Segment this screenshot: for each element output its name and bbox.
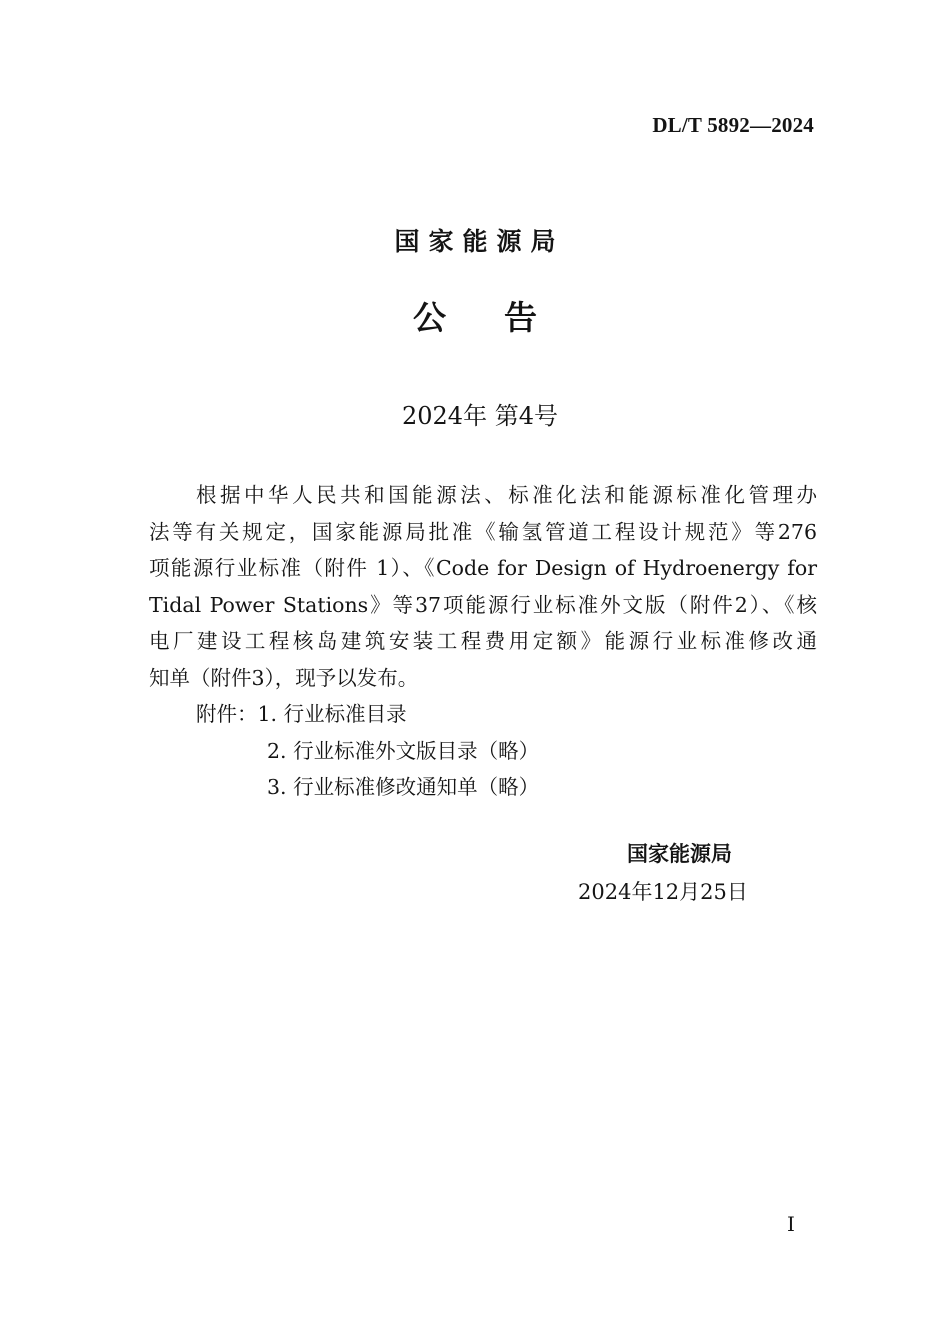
body-line: Tidal Power Stations》等37项能源行业标准外文版（附件2）、《核 bbox=[149, 592, 817, 617]
attachment-item: 2. 行业标准外文版目录（略） bbox=[267, 738, 540, 763]
body-line: 电厂建设工程核岛建筑安装工程费用定额》能源行业标准修改通 bbox=[149, 629, 817, 653]
page-number: I bbox=[787, 1212, 795, 1236]
signature-date: 2024年12月25日 bbox=[578, 880, 748, 904]
notice-number: 2024年 第4号 bbox=[402, 402, 558, 430]
attachment-list-head bbox=[149, 696, 817, 733]
signature-org: 国家能源局 bbox=[627, 842, 732, 866]
issuer-title: 国家能源局 bbox=[394, 227, 565, 256]
body-line: 法等有关规定，国家能源局批准《输氢管道工程设计规范》等276 bbox=[149, 519, 817, 544]
attachment-item: 3. 行业标准修改通知单（略） bbox=[267, 775, 540, 799]
body-line: 根据中华人民共和国能源法、标准化法和能源标准化管理办 bbox=[196, 483, 817, 507]
notice-title: 公告 bbox=[413, 298, 595, 337]
attachment-item: 1. 行业标准目录 bbox=[257, 702, 407, 726]
body-line: 知单（附件3），现予以发布。 bbox=[149, 665, 419, 690]
notice-body bbox=[149, 477, 817, 806]
standard-code: DL/T 5892—2024 bbox=[652, 113, 814, 137]
attachments-label: 附件： bbox=[196, 702, 258, 726]
body-line: 项能源行业标准（附件 1）、《Code for Design of Hydroenergy for bbox=[149, 556, 817, 580]
